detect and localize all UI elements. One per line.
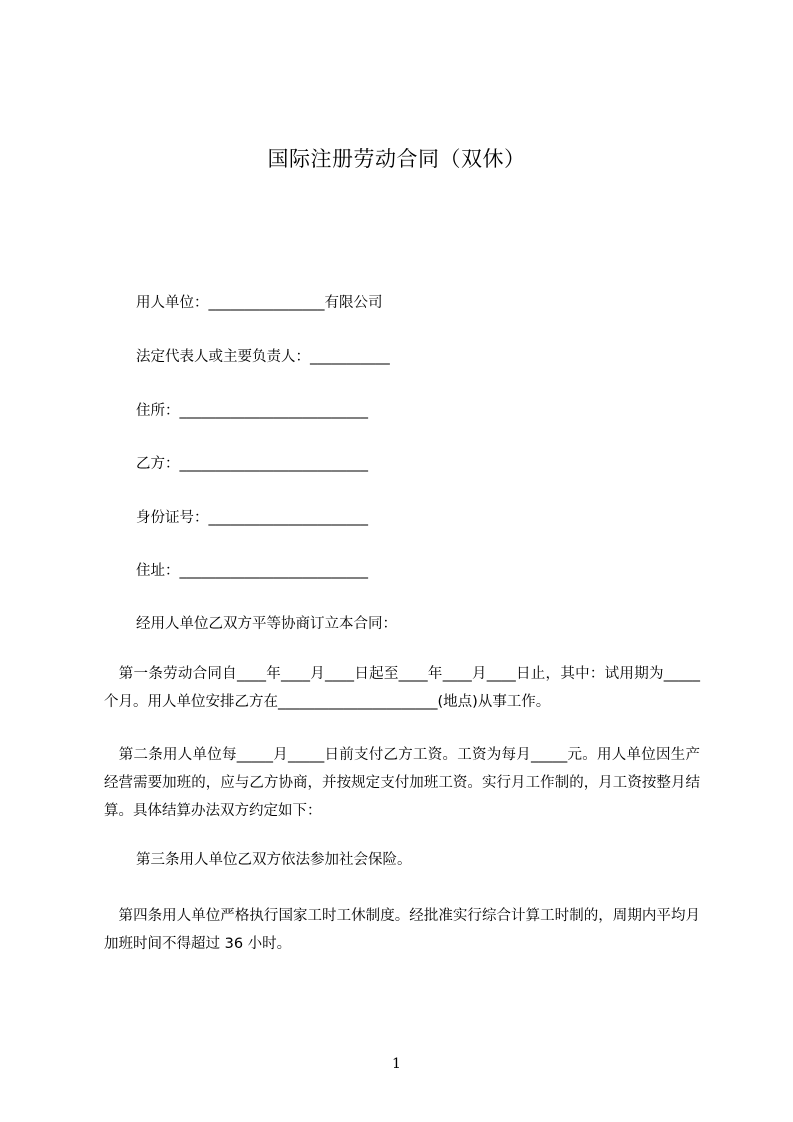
id-number-field: 身份证号：______________________ [136,510,368,526]
article-3: 第三条用人单位乙双方依法参加社会保险。 [136,852,412,868]
legal-rep-field: 法定代表人或主要负责人：___________ [136,349,390,365]
employer-field: 用人单位：________________有限公司 [136,295,383,311]
article-2: 第二条用人单位每_____月_____日前支付乙方工资。工资为每月_____元。用人单位因生产经营需要加班的，应与乙方协商，并按规定支付加班工资。实行月工作制的，月工资按整月结算。具体结算办法双方约定如下： [104,747,700,819]
article-4: 第四条用人单位严格执行国家工时工休制度。经批准实行综合计算工时制的，周期内平均月加班时间不得超过 36 小时。 [104,908,700,952]
document-title: 国际注册劳动合同（双休） [267,147,526,171]
party-b-address-field: 住址：__________________________ [136,563,368,579]
page-number: 1 [392,1056,401,1072]
party-b-field: 乙方：__________________________ [136,456,368,472]
intro-text: 经用人单位乙双方平等协商订立本合同： [136,616,397,632]
employer-address-field: 住所：__________________________ [136,403,368,419]
article-1: 第一条劳动合同自____年____月____日起至____年____月____日止，其中：试用期为_____个月。用人单位安排乙方在______________________(地点)从事工作。 [104,666,700,710]
